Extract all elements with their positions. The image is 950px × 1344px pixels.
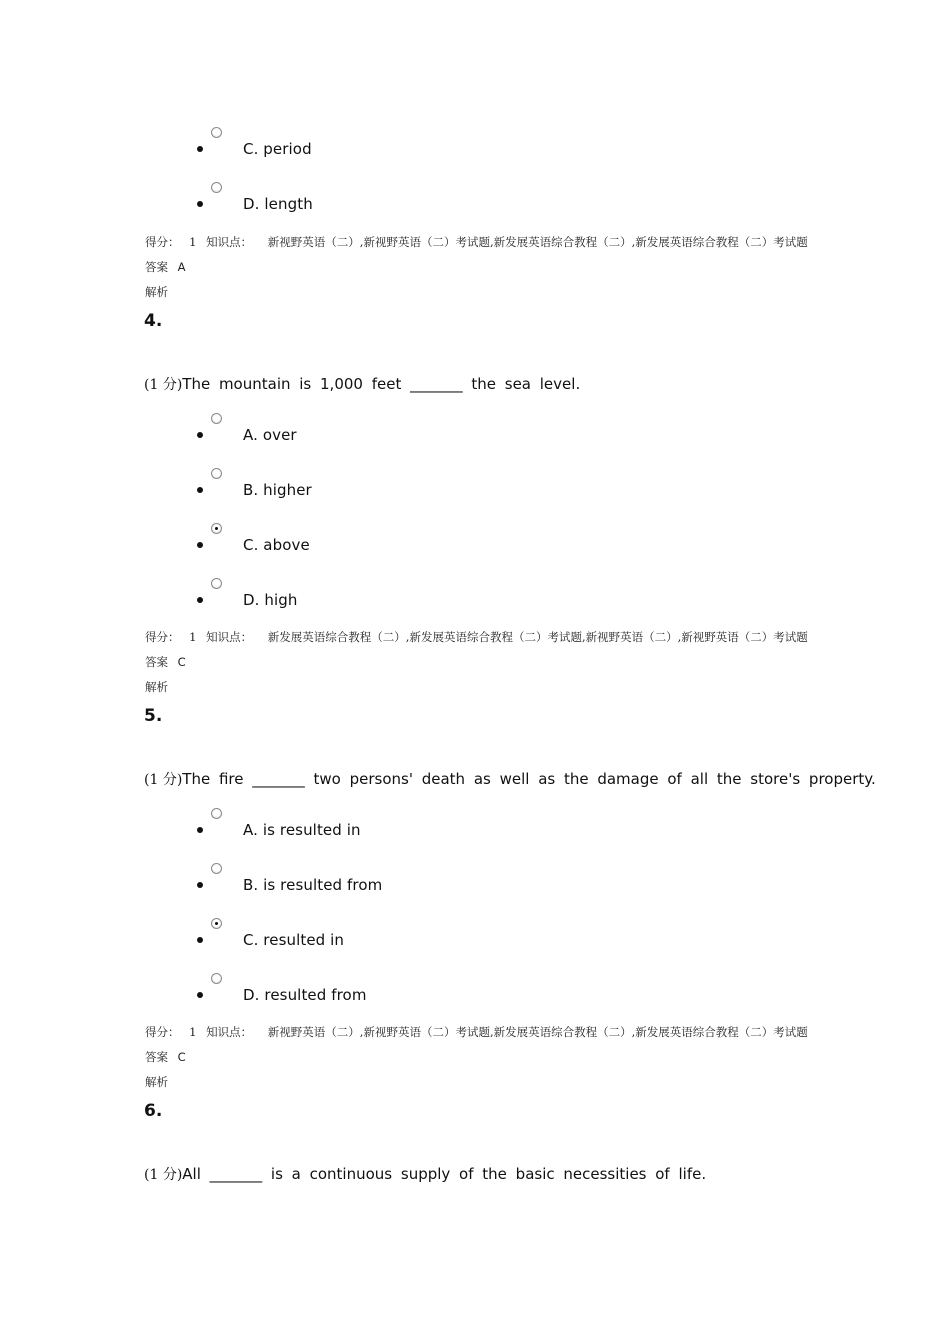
answer-value: C (177, 655, 186, 669)
score-label: 得分： (145, 630, 180, 644)
knowledge-label: 知识点： (206, 235, 253, 249)
knowledge-points: 新视野英语（二）,新视野英语（二）考试题,新发展英语综合教程（二）,新发展英语综合教程（二）考试题 (267, 1025, 808, 1039)
radio-button-icon[interactable] (211, 578, 222, 589)
bullet-icon (197, 827, 203, 833)
option-label: C. above (243, 536, 310, 554)
q5-answer-line (145, 1049, 186, 1065)
answer-value: A (177, 260, 186, 274)
score-label: 得分： (145, 1025, 180, 1039)
option-label: B. higher (243, 481, 312, 499)
q5-option-c[interactable] (0, 917, 950, 957)
q5-option-a[interactable] (0, 807, 950, 847)
question-number: 5. (144, 706, 163, 726)
answer-label: 答案 (145, 655, 168, 669)
bullet-icon (197, 992, 203, 998)
q5-option-b[interactable] (0, 862, 950, 902)
q4-option-c[interactable] (0, 522, 950, 562)
option-label: A. over (243, 426, 297, 444)
q4-answer-line (145, 654, 186, 670)
option-label: D. resulted from (243, 986, 367, 1004)
answer-label: 答案 (145, 260, 168, 274)
radio-button-icon[interactable] (211, 182, 222, 193)
question-points: (1 分) (144, 1167, 183, 1183)
question-points: (1 分) (144, 772, 183, 788)
option-label: C. period (243, 140, 312, 158)
radio-button-icon[interactable] (211, 973, 222, 984)
knowledge-points: 新发展英语综合教程（二）,新发展英语综合教程（二）考试题,新视野英语（二）,新视野英语（二）考试题 (267, 630, 808, 644)
bullet-icon (197, 432, 203, 438)
bullet-icon (197, 882, 203, 888)
answer-label: 答案 (145, 1050, 168, 1064)
q3-answer-line (145, 259, 186, 275)
question-text (144, 1164, 706, 1184)
radio-button-icon[interactable] (211, 468, 222, 479)
question-stem: The fire _______ two persons' death as well as the damage of all the store's property. (182, 770, 876, 788)
bullet-icon (197, 937, 203, 943)
knowledge-label: 知识点： (206, 1025, 253, 1039)
answer-value: C (177, 1050, 186, 1064)
question-stem: All _______ is a continuous supply of the basic necessities of life. (182, 1165, 707, 1183)
radio-button-icon[interactable] (211, 413, 222, 424)
bullet-icon (197, 201, 203, 207)
bullet-icon (197, 146, 203, 152)
question-text (144, 769, 876, 789)
score-label: 得分： (145, 235, 180, 249)
score-value: 1 (189, 235, 197, 249)
q5-option-d[interactable] (0, 972, 950, 1012)
score-value: 1 (189, 630, 197, 644)
q5-analysis-label: 解析 (145, 1075, 168, 1089)
radio-button-checked-icon[interactable] (211, 918, 222, 929)
question-number: 4. (144, 311, 163, 331)
knowledge-points: 新视野英语（二）,新视野英语（二）考试题,新发展英语综合教程（二）,新发展英语综合教程（二）考试题 (267, 235, 808, 249)
q4-option-a[interactable] (0, 412, 950, 452)
q4-score-line (145, 629, 808, 645)
q4-analysis-label: 解析 (145, 680, 168, 694)
radio-button-checked-icon[interactable] (211, 523, 222, 534)
radio-button-icon[interactable] (211, 863, 222, 874)
question-number: 6. (144, 1101, 163, 1121)
q3-analysis-label: 解析 (145, 285, 168, 299)
q5-score-line (145, 1024, 808, 1040)
q4-option-b[interactable] (0, 467, 950, 507)
q3-score-line (145, 234, 808, 250)
bullet-icon (197, 487, 203, 493)
radio-button-icon[interactable] (211, 127, 222, 138)
bullet-icon (197, 542, 203, 548)
knowledge-label: 知识点： (206, 630, 253, 644)
option-label: C. resulted in (243, 931, 345, 949)
option-label: D. high (243, 591, 298, 609)
question-text (144, 374, 580, 394)
q3-option-d[interactable] (0, 181, 950, 221)
q4-option-d[interactable] (0, 577, 950, 617)
question-stem: The mountain is 1,000 feet _______ the sea level. (182, 375, 581, 393)
score-value: 1 (189, 1025, 197, 1039)
bullet-icon (197, 597, 203, 603)
option-label: D. length (243, 195, 313, 213)
option-label: A. is resulted in (243, 821, 361, 839)
option-label: B. is resulted from (243, 876, 383, 894)
question-points: (1 分) (144, 377, 183, 393)
radio-button-icon[interactable] (211, 808, 222, 819)
q3-option-c[interactable] (0, 126, 950, 166)
